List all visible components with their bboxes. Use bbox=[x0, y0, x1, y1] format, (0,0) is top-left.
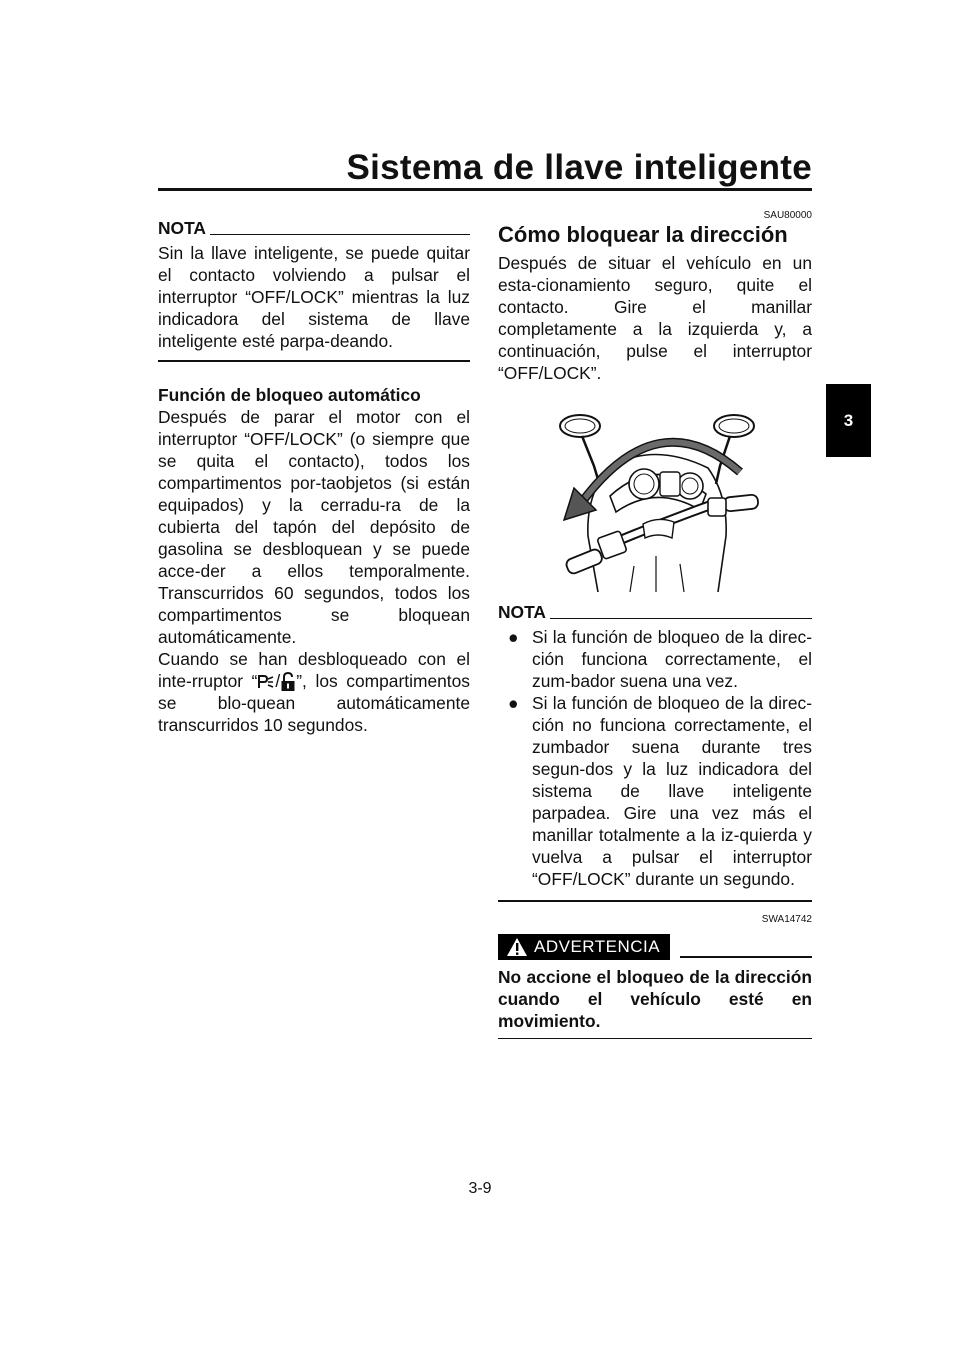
list-item-text: Si la función de bloqueo de la direc-ción no funciona correctamente, el zumbador suena durante tres segun-dos y la luz indicadora del sistema de llave inteligente parpadea. Gire una vez más el manillar totalmente a la iz-quierda y vuelva a pulsar el interruptor “OFF/LOCK” durante un segundo. bbox=[532, 693, 812, 889]
left-column bbox=[158, 218, 470, 736]
list-item-text: Si la función de bloqueo de la direc-ción funciona correctamente, el zum-bador suena una vez. bbox=[532, 627, 812, 691]
para2-text-end: ”, los compartimentos se blo-quean automáticamente transcurridos 10 segundos. bbox=[158, 670, 470, 735]
title-rule bbox=[158, 188, 812, 191]
warning-end-rule bbox=[498, 1038, 812, 1040]
nota-end-rule-right bbox=[498, 900, 812, 902]
section-heading: Cómo bloquear la dirección bbox=[498, 222, 788, 247]
warning-rule bbox=[680, 956, 812, 958]
warning-badge bbox=[498, 934, 670, 960]
scooter-handlebar-turn-left-illustration bbox=[548, 406, 760, 592]
list-item bbox=[498, 626, 812, 692]
nota-label-right: NOTA bbox=[498, 602, 546, 622]
chapter-tab: 3 bbox=[826, 384, 871, 457]
nota-bullet-list bbox=[498, 626, 812, 890]
right-column bbox=[498, 210, 812, 1039]
nota-header bbox=[158, 218, 470, 238]
nota-label: NOTA bbox=[158, 218, 206, 238]
nota-rule bbox=[210, 234, 470, 236]
nota-rule-right bbox=[550, 618, 812, 620]
warning-triangle-icon bbox=[506, 937, 528, 957]
page-title: Sistema de llave inteligente bbox=[346, 148, 812, 187]
warning-header bbox=[498, 934, 812, 960]
nota-end-rule bbox=[158, 360, 470, 362]
illustration bbox=[548, 406, 760, 592]
section-code: SAU80000 bbox=[763, 210, 812, 221]
para2-separator: / bbox=[275, 670, 281, 691]
section-intro: Después de situar el vehículo en un esta-cionamiento seguro, quite el contacto. Gire el manillar completamente a la izquierda y, a continuación, pulse el interruptor “OFF/LOCK”. bbox=[498, 253, 812, 383]
seat-open-icon bbox=[257, 673, 275, 691]
auto-lock-heading: Función de bloqueo automático bbox=[158, 384, 421, 405]
warning-label: ADVERTENCIA bbox=[534, 936, 661, 956]
list-item bbox=[498, 692, 812, 890]
warning-code: SWA14742 bbox=[761, 913, 812, 925]
auto-lock-paragraph-2 bbox=[158, 648, 470, 736]
warning-text: No accione el bloqueo de la dirección cuando el vehículo esté en movimiento. bbox=[498, 966, 812, 1031]
bullet-icon: ● bbox=[508, 627, 519, 647]
bullet-icon: ● bbox=[508, 693, 519, 713]
auto-lock-paragraph: Después de parar el motor con el interruptor “OFF/LOCK” (o siempre que se quita el contacto), todos los compartimentos por-taobjetos (si están equipados) y la cerradu-ra de la cubierta del tapón del depósito de gasolina se desbloquean y se puede acce-der a ellos temporalmente. Transcurridos 60 segundos, todos los compartimentos se bloquean automáticamente. bbox=[158, 406, 470, 647]
para2-text-start: Cuando se han desbloqueado con el inte-rruptor “ bbox=[158, 648, 470, 691]
page-number: 3-9 bbox=[468, 1180, 492, 1197]
padlock-open-icon bbox=[280, 672, 296, 692]
nota-text: Sin la llave inteligente, se puede quitar el contacto volviendo a pulsar el interruptor “OFF/LOCK” mientras la luz indicadora del sistema de llave inteligente esté parpa-deando. bbox=[158, 243, 470, 351]
nota-header-right bbox=[498, 602, 812, 622]
